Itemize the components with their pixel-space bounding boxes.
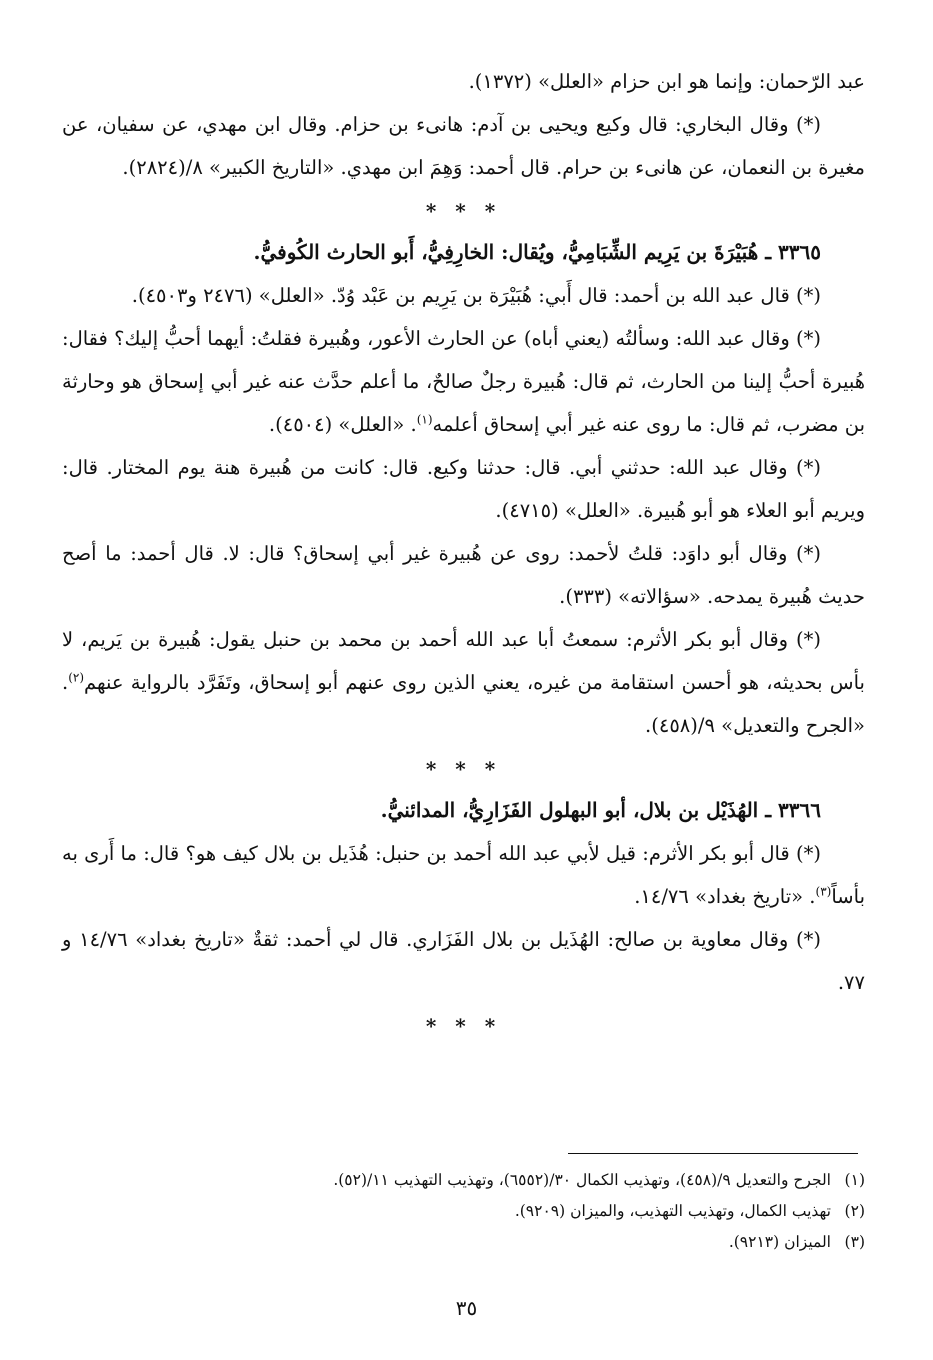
footnote-divider xyxy=(568,1153,858,1154)
entry-3365-paragraph-5 xyxy=(62,618,865,747)
entry-heading-3366: ٣٣٦٦ ـ الهُذَيْل بن بلال، أبو البهلول الفَزَارِيُّ، المدائنيُّ. xyxy=(380,798,821,822)
footnote-text: الميزان (٩٢١٣). xyxy=(728,1233,831,1251)
citation: . «الجرح والتعديل» ٩/(٤٥٨). xyxy=(62,671,865,737)
footnote-2 xyxy=(62,1196,865,1227)
citation: . «تاريخ بغداد» ١٤/٧٦. xyxy=(634,885,816,908)
continuation-paragraph: عبد الرّحمان: وإنما هو ابن حزام «العلل» (١٣٧٢). xyxy=(468,70,865,93)
footnote-3 xyxy=(62,1227,865,1258)
section-separator: * * * xyxy=(425,757,502,781)
page-number: ٣٥ xyxy=(455,1296,478,1320)
footnote-ref-3[interactable]: (٣) xyxy=(815,884,832,899)
footnotes xyxy=(62,1165,865,1258)
entry-3365-paragraph-3: (*) وقال عبد الله: حدثني أبي. قال: حدثنا وكيع. قال: كانت من هُبيرة هنة يوم المختار. قال: ويريم أبو العلاء هو أبو هُبيرة. «العلل» (٤٧١٥). xyxy=(62,456,865,522)
entry-3365-paragraph-2 xyxy=(62,317,865,446)
entry-3366-paragraph-2: (*) وقال معاوية بن صالح: الهُذَيل بن بلال الفَزَاري. قال لي أحمد: ثقةٌ «تاريخ بغداد» ١٤/٧٦ و ٧٧. xyxy=(62,928,865,994)
entry-3365-paragraph-1: (*) قال عبد الله بن أحمد: قال أَبي: هُبَيْرَة بن يَرِيم بن عَبْد وُدّ. «العلل» (٢٤٧٦ و٤٥٠٣). xyxy=(131,284,821,307)
footnote-number: (١) xyxy=(844,1171,865,1189)
footnote-text: الجرح والتعديل ٩/(٤٥٨)، وتهذيب الكمال ٣٠/(٦٥٥٢)، وتهذيب التهذيب ١١/(٥٢). xyxy=(333,1171,831,1189)
entry-3366-paragraph-1 xyxy=(62,832,865,918)
entry-3365-paragraph-4: (*) وقال أبو داوَد: قلتُ لأحمد: روى عن هُبيرة غير أبي إسحاق؟ قال: لا. قال أحمد: ما أصح حديث هُبيرة يمدحه. «سؤالاته» (٣٣٣). xyxy=(62,542,865,608)
footnote-number: (٢) xyxy=(844,1202,865,1220)
section-separator: * * * xyxy=(425,199,502,223)
paragraph-text: (*) وقال عبد الله: وسألتُه (يعني أباه) عن الحارث الأعور، وهُبيرة فقلتُ: أيهما أحبُّ إليك؟ فقال: هُبيرة أحبُّ إلينا من الحارث، ثم قال: هُبيرة رجلٌ صالحٌ، ما أعلم حدَّث عنه غير أبي إسحاق هو وحارثة بن مضرب، ثم قال: ما روى عنه غير أبي إسحاق أعلمه xyxy=(62,327,865,436)
footnote-number: (٣) xyxy=(844,1233,865,1251)
paragraph-text: (*) وقال أبو بكر الأثرم: سمعتُ أبا عبد الله أحمد بن محمد بن حنبل يقول: هُبيرة بن يَريم، لا بأس بحديثه، هو أحسن استقامة من غيره، يعني الذين روى عنهم أبو إسحاق، وتَفَرَّد بالرواية عنهم xyxy=(62,628,865,694)
footnote-ref-2[interactable]: (٢) xyxy=(68,670,85,685)
section-separator: * * * xyxy=(425,1014,502,1038)
bukhari-paragraph: (*) وقال البخاري: قال وكيع ويحيى بن آدم: هانىء بن حزام. وقال ابن مهدي، عن سفيان، عن مغيرة بن النعمان، عن هانىء بن حرام. قال أحمد: وَهِمَ ابن مهدي. «التاريخ الكبير» ٨/(٢٨٢٤). xyxy=(62,113,865,179)
paragraph-text: (*) قال أبو بكر الأثرم: قيل لأبي عبد الله أحمد بن حنبل: هُذَيل بن بلال كيف هو؟ قال: ما أَرى به بأساً xyxy=(62,842,865,908)
entry-heading-3365: ٣٣٦٥ ـ هُبَيْرَةَ بن يَرِيم الشِّبَامِيُّ، ويُقال: الخارِفِيُّ، أَبو الحارث الكُوفيُّ. xyxy=(253,240,821,264)
footnote-text: تهذيب الكمال، وتهذيب التهذيب، والميزان (٩٢٠٩). xyxy=(514,1202,831,1220)
footnote-ref-1[interactable]: (١) xyxy=(416,412,433,427)
main-text xyxy=(62,60,865,1046)
footnote-1 xyxy=(62,1165,865,1196)
citation: . «العلل» (٤٥٠٤). xyxy=(268,413,417,436)
